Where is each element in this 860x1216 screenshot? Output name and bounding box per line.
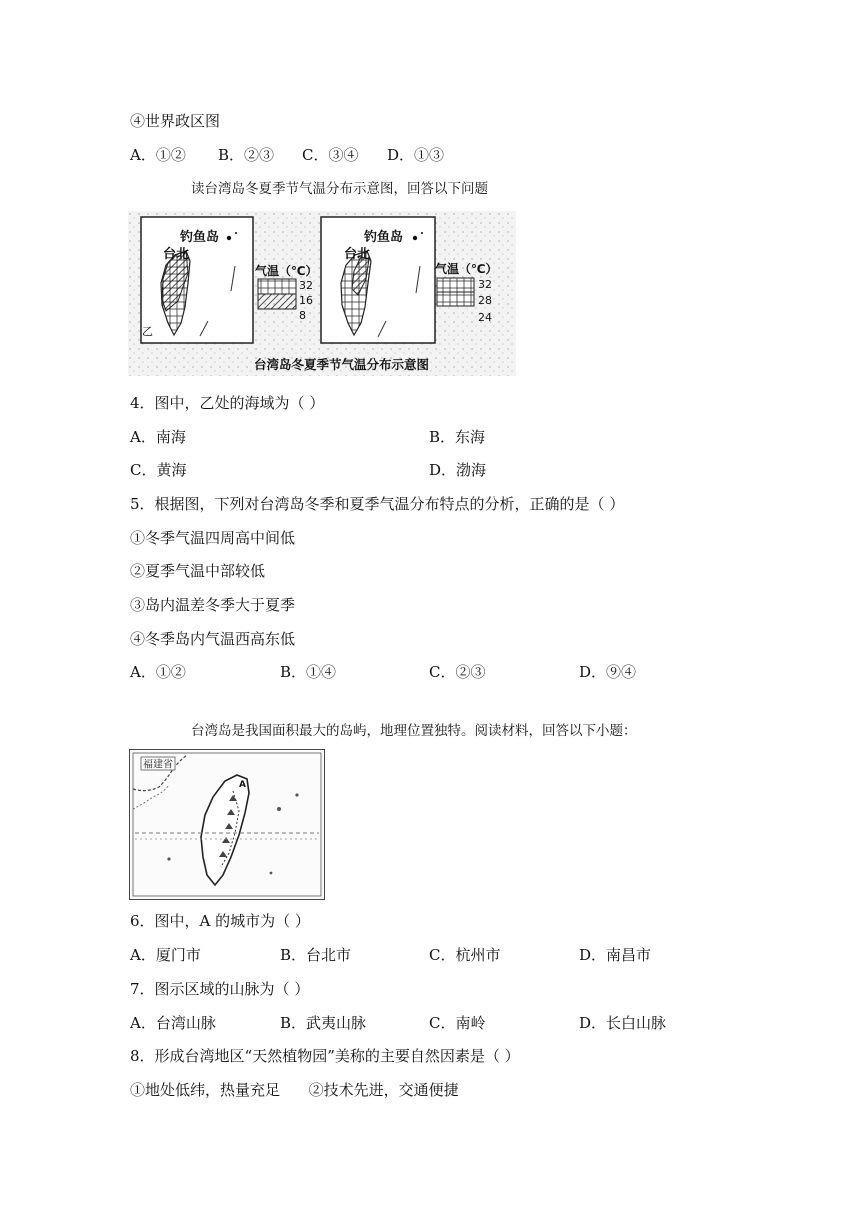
q5-item-3: ③岛内温差冬季大于夏季	[130, 596, 296, 614]
q5-option-b: B．①④	[280, 663, 337, 681]
q6-option-b: B．台北市	[280, 946, 352, 964]
right-city-label: 台北	[344, 247, 371, 262]
temperature-distribution-figure	[128, 211, 516, 376]
q5-option-d: D．⑨④	[579, 663, 637, 681]
q5-item-1: ①冬季气温四周高中间低	[130, 529, 296, 547]
q6-stem: 6．图中，A 的城市为（ ）	[130, 912, 310, 930]
right-legend-value-1: 32	[478, 278, 492, 291]
left-city-label: 台北	[163, 247, 190, 262]
right-legend-title: 气温（℃）	[435, 262, 498, 276]
left-legend-title: 气温（℃）	[255, 264, 318, 278]
q3-option-c: C．③④	[302, 146, 359, 164]
q8-stem: 8．形成台湾地区“天然植物园”美称的主要自然因素是（ ）	[130, 1047, 520, 1065]
q4-option-b: B．东海	[429, 428, 486, 446]
right-island-label: 钓鱼岛	[364, 230, 404, 245]
intro-figure1: 读台湾岛冬夏季节气温分布示意图，回答以下问题	[191, 181, 488, 197]
q7-option-b: B．武夷山脉	[280, 1014, 367, 1032]
left-legend-value-1: 32	[299, 279, 313, 292]
q7-option-a: A．台湾山脉	[130, 1014, 216, 1032]
q5-option-c: C．②③	[429, 663, 486, 681]
left-island-label: 钓鱼岛	[180, 230, 220, 245]
q6-option-c: C．杭州市	[429, 946, 501, 964]
q3-option-b: B．②③	[218, 146, 275, 164]
q6-option-d: D．南昌市	[579, 946, 652, 964]
q5-item-2: ②夏季气温中部较低	[130, 562, 266, 580]
q6-option-a: A．厦门市	[130, 946, 201, 964]
q4-option-c: C．黄海	[130, 461, 187, 479]
sea-label: 乙	[142, 325, 153, 338]
q4-stem: 4．图中，乙处的海域为（ ）	[130, 394, 325, 412]
left-legend-value-3: 8	[299, 309, 306, 322]
left-legend-value-2: 16	[299, 294, 313, 307]
q7-stem: 7．图示区域的山脉为（ ）	[130, 980, 310, 998]
taiwan-map-figure	[129, 749, 325, 900]
figure1-caption: 台湾岛冬夏季节气温分布示意图	[254, 357, 430, 372]
right-legend-value-2: 28	[478, 294, 492, 307]
fujian-label: 福建省	[143, 759, 173, 771]
q5-option-a: A．①②	[130, 663, 186, 681]
q4-option-a: A．南海	[130, 428, 186, 446]
q4-option-d: D．渤海	[429, 461, 487, 479]
q8-items: ①地处低纬，热量充足 ②技术先进，交通便捷	[130, 1081, 459, 1099]
intro-figure2: 台湾岛是我国面积最大的岛屿，地理位置独特。阅读材料，回答以下小题：	[191, 723, 637, 739]
right-legend-value-3: 24	[478, 311, 492, 324]
q3-item-4: ④世界政区图	[130, 112, 221, 130]
q7-option-c: C．南岭	[429, 1014, 486, 1032]
q5-stem: 5．根据图，下列对台湾岛冬季和夏季气温分布特点的分析，正确的是（ ）	[130, 495, 625, 513]
city-a-marker: A	[239, 780, 246, 790]
q7-option-d: D．长白山脉	[579, 1014, 667, 1032]
q3-option-a: A．①②	[130, 146, 186, 164]
q5-item-4: ④冬季岛内气温西高东低	[130, 630, 296, 648]
q3-option-d: D．①③	[387, 146, 445, 164]
